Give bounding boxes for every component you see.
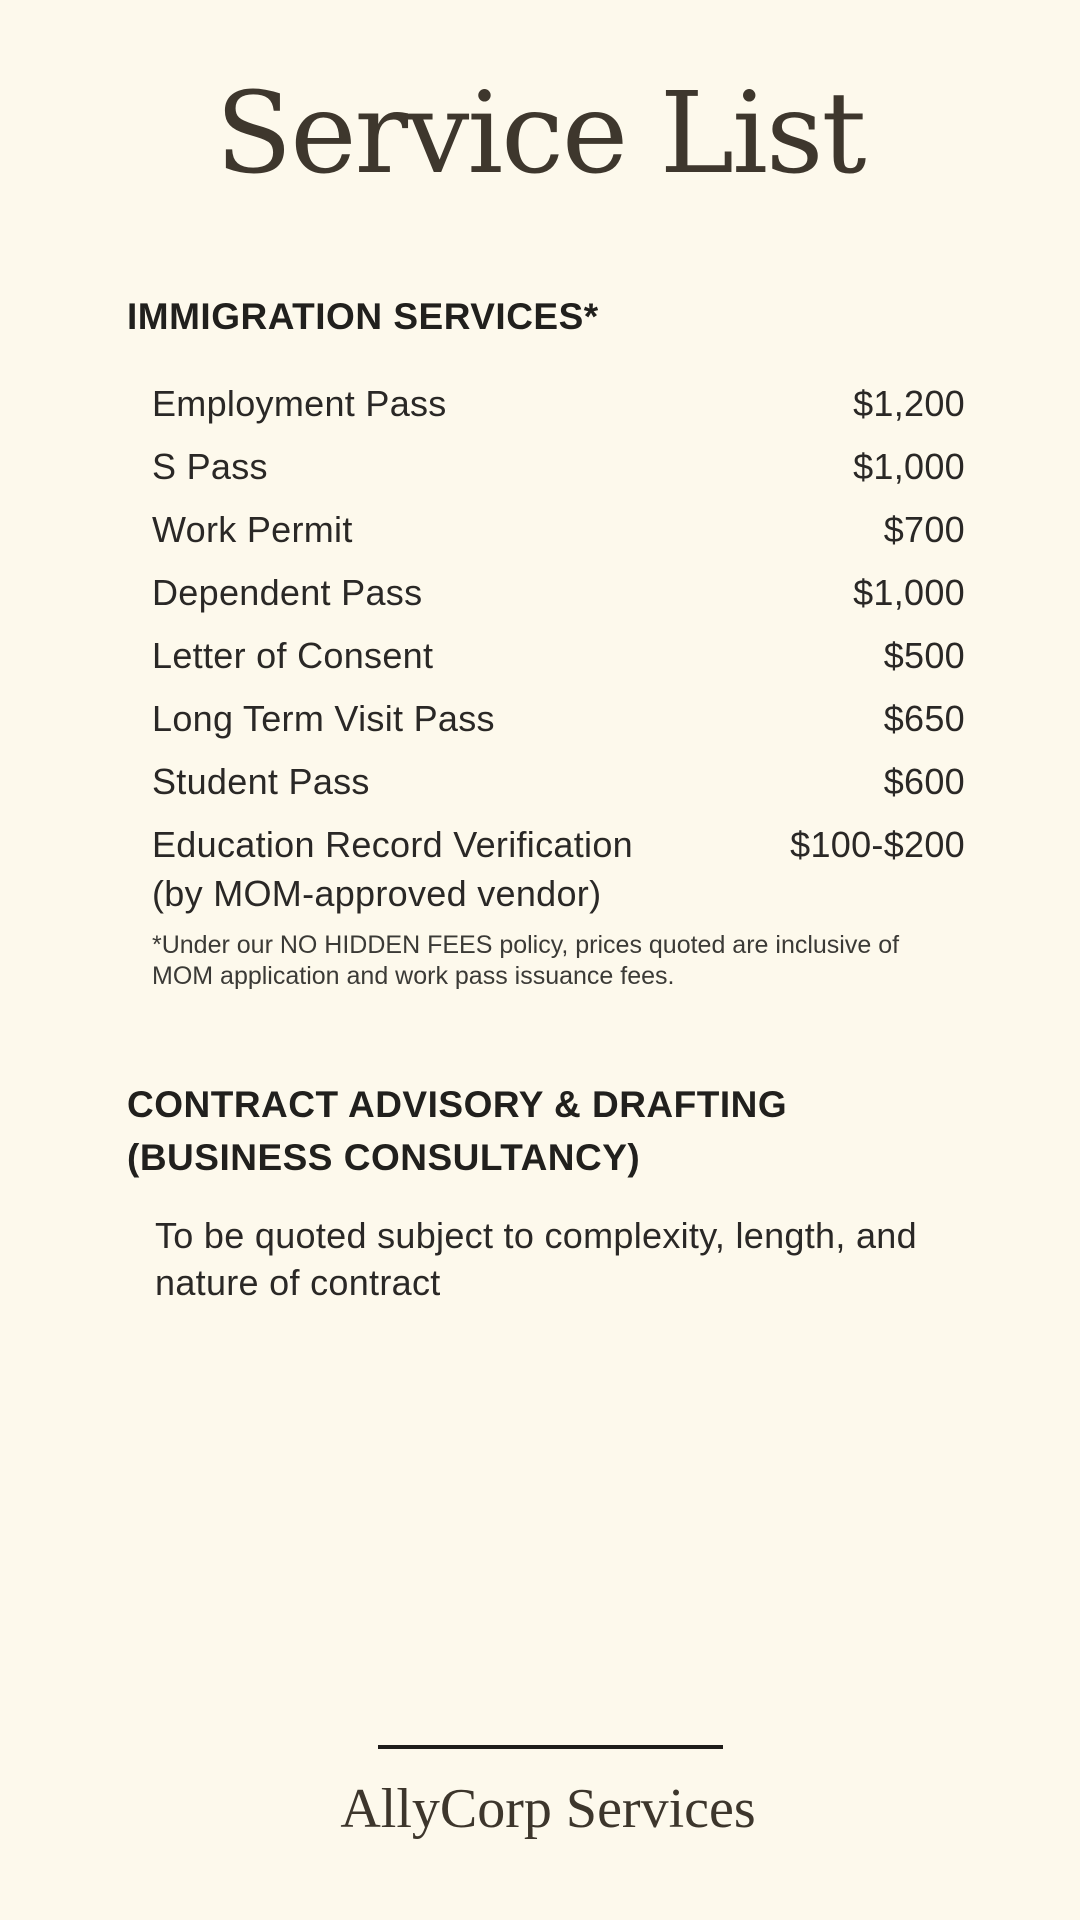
service-name: Letter of Consent [152,634,434,676]
service-name: Work Permit [152,508,353,550]
service-price: $500 [883,634,965,676]
price-row [152,750,965,813]
price-row [152,687,965,750]
contract-heading [127,1078,787,1184]
price-row [152,813,965,918]
price-row [152,498,965,561]
page-title: Service List [215,69,865,199]
price-row [152,372,965,435]
price-row [152,561,965,624]
divider-line [378,1745,723,1749]
service-name: Long Term Visit Pass [152,697,495,739]
service-name: Dependent Pass [152,571,423,613]
contract-heading-line2: (BUSINESS CONSULTANCY) [127,1137,641,1178]
service-price: $600 [883,760,965,802]
price-row [152,624,965,687]
service-name: Education Record Verification [152,824,633,865]
immigration-heading: IMMIGRATION SERVICES* [127,296,599,337]
contract-heading-line1: CONTRACT ADVISORY & DRAFTING [127,1084,788,1125]
service-price: $1,200 [853,382,965,424]
pricing-footnote: *Under our NO HIDDEN FEES policy, prices quoted are inclusive of MOM application and work pass issuance fees. [152,931,900,990]
service-price: $700 [883,508,965,550]
immigration-price-list [152,372,965,918]
service-price: $1,000 [853,571,965,613]
contract-body-text: To be quoted subject to complexity, length, and nature of contract [155,1215,917,1303]
service-name-note: (by MOM-approved vendor) [152,873,602,914]
service-price: $1,000 [853,445,965,487]
brand-name: AllyCorp Services [340,1778,756,1840]
service-price: $650 [883,697,965,739]
service-name: Employment Pass [152,382,447,424]
service-name-group [152,820,633,918]
service-price: $100-$200 [790,824,965,865]
service-name: S Pass [152,445,268,487]
price-row [152,435,965,498]
service-name: Student Pass [152,760,370,802]
